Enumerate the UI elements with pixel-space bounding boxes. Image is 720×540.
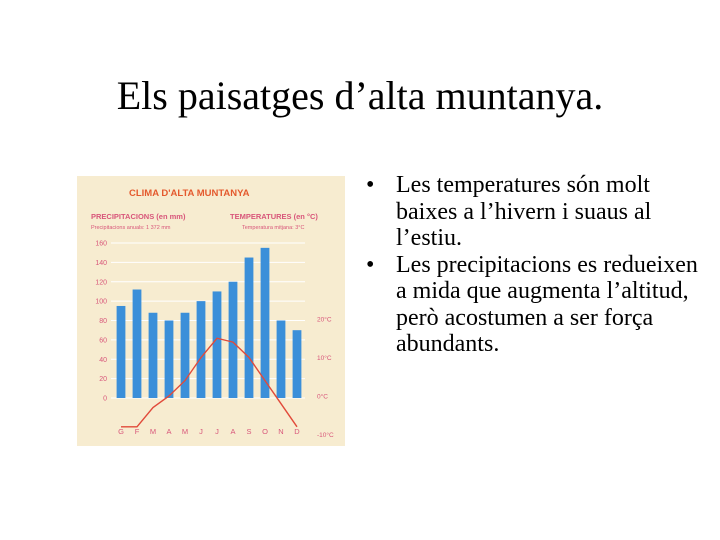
y-tick-label: 140 [95,259,107,267]
precipitation-bar [293,330,302,398]
left-axis-header: PRECIPITACIONS (en mm) [91,212,186,221]
x-tick-label: S [246,427,252,436]
x-tick-label: A [230,427,236,436]
x-tick-label: N [278,427,284,436]
precipitation-bar [133,290,142,399]
x-tick-label: G [118,427,124,436]
bullet-item [366,172,706,252]
y-tick-label: 40 [99,356,107,364]
precipitation-bar [229,282,238,398]
line-layer [121,338,297,427]
x-tick-label: M [181,427,189,436]
y2-tick-label: 20°C [317,316,332,324]
precipitation-bar [165,321,174,399]
precipitation-bar [277,321,286,399]
y-tick-label: 120 [95,279,107,287]
bullet-list [366,172,706,358]
x-tick-label: J [199,427,203,436]
bullet-text: Les temperatures són molt baixes a l’hivern i suaus al l’estiu. [396,172,652,251]
y-tick-label: 0 [103,395,107,403]
bullet-symbol: • [366,172,375,198]
x-tick-label: M [149,427,157,436]
bar-layer [117,248,302,398]
x-tick-label: O [262,427,268,436]
x-tick-label: F [134,427,140,436]
bullet-symbol: • [366,251,375,278]
y-tick-label: 60 [99,337,107,345]
x-tick-label: A [166,427,172,436]
y-tick-label: 80 [99,318,107,325]
precipitation-bar [117,306,126,398]
y-tick-label: 160 [95,240,107,248]
precipitation-bar [197,301,206,398]
temperature-line [121,338,297,427]
precipitation-bar [245,258,254,398]
chart-title: CLIMA D'ALTA MUNTANYA [129,188,250,199]
climate-chart [77,176,345,446]
climate-chart-svg [77,176,345,446]
precipitation-bar [213,291,222,398]
bullet-text: Les precipitacions es redueixen a mida que augmenta l’altitud, però acostumen a ser força abundants. [396,251,698,357]
y2-tick-label: -10°C [317,432,334,439]
left-axis-subheader: Precipitacions anuals: 1 372 mm [91,225,171,231]
x-tick-label: J [215,427,219,436]
right-axis-header: TEMPERATURES (en °C) [230,212,318,221]
x-tick-label: D [294,427,300,436]
y-tick-label: 100 [95,298,107,306]
right-axis-subheader: Temperatura mitjana: 3°C [242,225,305,231]
precipitation-bar [181,313,190,398]
bullet-item [366,252,706,358]
y2-tick-label: 0°C [317,393,328,401]
precipitation-bar [149,313,158,398]
slide-title: Els paisatges d’alta muntanya. [116,73,604,118]
y2-tick-label: 10°C [317,355,332,362]
y-tick-label: 20 [99,376,107,384]
